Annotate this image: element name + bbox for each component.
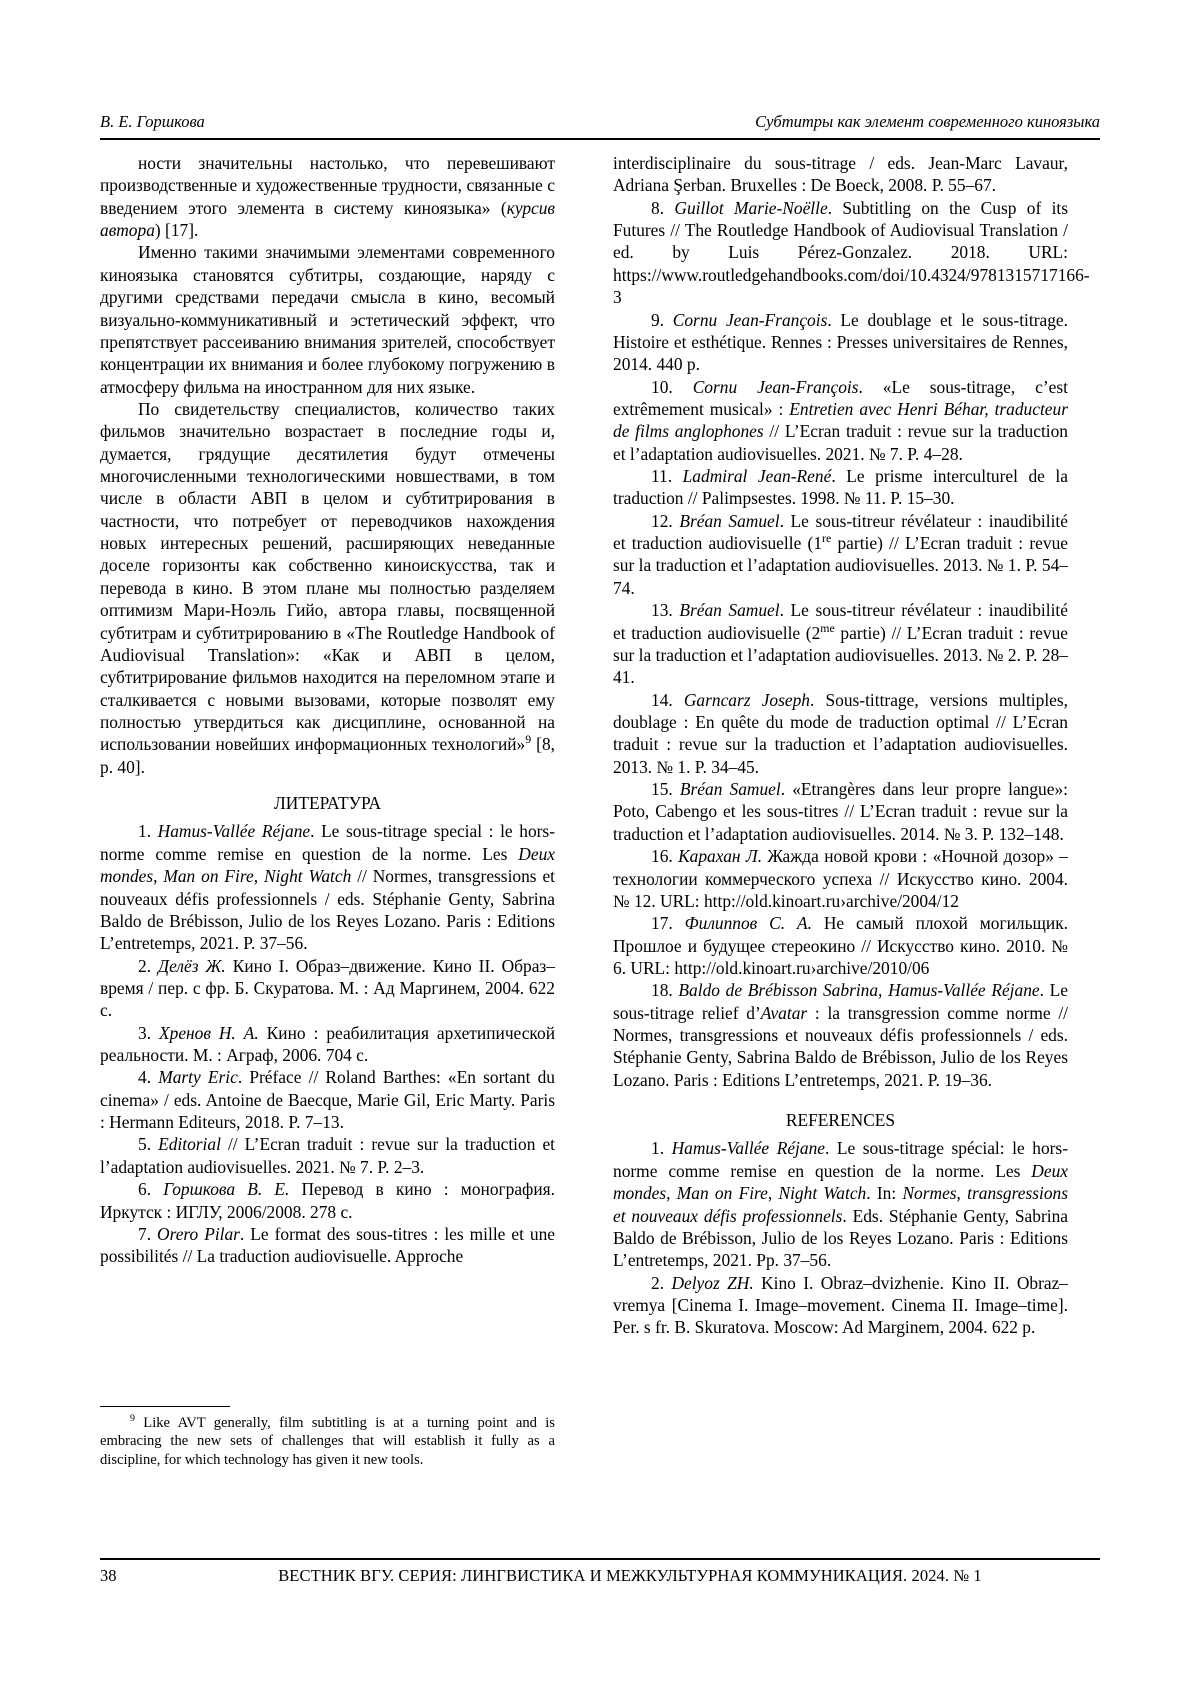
left-column [100,152,555,1268]
list-item: 18. Baldo de Brébisson Sabrina, Hamus-Vallée Réjane. Le sous-titrage relief d’Avatar : la transgression comme norme // Normes, transgressions et nouveaux défis professionnels / eds. Stéphanie Genty, Sabrina Baldo de Brébisson, Julio de los Reyes Lozano. Paris : Editions L’entretemps, 2021. P. 19–36. [613,980,1068,1090]
running-footer [100,1566,1100,1586]
paragraph: Именно такими значимыми элементами современного киноязыка становятся субтитры, создающие, наряду с другими средствами передачи смысла в кино, весомый визуально-коммуникативный и эстетический эффект, что препятствует рассеиванию внимания зрителей, способствует концентрации их внимания и более глубокому погружению в атмосферу фильма на иностранном для них языке. [100,242,555,397]
list-item: 4. Marty Eric. Préface // Roland Barthes: «En sortant du cinema» / eds. Antoine de Baecque, Marie Gil, Eric Marty. Paris : Hermann Editeurs, 2018. P. 7–13. [100,1067,555,1133]
list-item: 16. Карахан Л. Жажда новой крови : «Ночной дозор» – технологии коммерческого успеха // Искусство кино. 2004. № 12. URL: http://old.kinoart.ru›archive/2004/12 [613,846,1068,911]
list-item: 3. Хренов Н. А. Кино : реабилитация архетипической реальности. М. : Аграф, 2006. 704 с. [100,1022,555,1066]
list-item: 12. Bréan Samuel. Le sous-titreur révélateur : inaudibilité et traduction audiovisuelle (1re partie) // L’Ecran traduit : revue sur la traduction et l’adaptation audiovisuelles. 2013. № 1. P. 54–74. [613,510,1069,598]
list-item: 11. Ladmiral Jean-René. Le prisme interculturel de la traduction // Palimpsestes. 1998. № 11. P. 15–30. [613,466,1068,509]
header-title: Субтитры как элемент современного киноязыка [755,112,1100,131]
list-item: 9. Cornu Jean-François. Le doublage et le sous-titrage. Histoire et esthétique. Rennes : Presses universitaires de Rennes, 2014. 440 p. [613,309,1068,375]
footnote-divider [100,1406,230,1407]
literature-heading: ЛИТЕРАТУРА [273,793,381,814]
list-item: 5. Editorial // L’Ecran traduit : revue sur la traduction et l’adaptation audiovisuelles. 2021. № 7. P. 2–3. [100,1134,555,1177]
list-item: 7. Orero Pilar. Le format des sous-titres : les mille et une possibilités // La traduction audiovisuelle. Approche [100,1223,555,1267]
list-item: 13. Bréan Samuel. Le sous-titreur révélateur : inaudibilité et traduction audiovisuelle ($2^{me}$ partie) // L’Ecran traduit : revue sur la traduction et l’adaptation audiovisuelles. 2013. № 2. P. 28–41. [613,600,1069,688]
list-item: 8. Guillot Marie-Noëlle. Subtitling on the Cusp of its Futures // The Routledge Handbook of Audiovisual Translation / ed. by Luis Pérez-Gonzalez. 2018. URL: https://www.routledgehandbooks.com/doi/10.4324/9781315717166-3 [613,197,1090,308]
footer-divider [100,1558,1100,1560]
literature-list [100,820,555,1267]
footnote-area [100,1406,555,1469]
list-item: 2. Delyoz ZH. Kino I. Obraz–dvizhenie. Kino II. Obraz–vremya [Cinema I. Image–movement. Cinema II. Image–time]. Per. s fr. B. Skuratova. Moscow: Ad Marginem, 2004. 622 p. [613,1272,1068,1338]
body-text-block [100,152,555,778]
list-item: 15. Bréan Samuel. «Etrangères dans leur propre langue»: Poto, Cabengo et les sous-titres // L’Ecran traduit : revue sur la traduction et l’adaptation audiovisuelles. 2014. № 3. P. 132–148. [613,779,1069,844]
journal-name: ВЕСТНИК ВГУ. СЕРИЯ: ЛИНГВИСТИКА И МЕЖКУЛЬТУРНАЯ КОММУНИКАЦИЯ. 2024. № 1 [278,1566,982,1585]
footnote-text: $^9$ Like AVT generally, film subtitling is at a turning point and is embracing the new sets of challenges that will establish it fully as a discipline, for which technology has given it new tools. [100,1413,555,1468]
right-column [613,152,1090,1339]
paragraph: По свидетельству специалистов, количество таких фильмов значительно возрастает в последние годы и, думается, грядущие десятилетия будут отмечены многочисленными технологическими новшествами, в том числе в области АВП в целом и субтитрирования в частности, что потребует от переводчиков нахождения новых интересных решений, расширяющих неведанные доселе горизонты как собственно киноискусства, так и перевода в кино. В этом плане мы полностью разделяем оптимизм Мари-Ноэль Гийо, автора главы, посвященной субтитрам и субтитрированию в «The Routledge Handbook of Audiovisual Translation»: «Как и АВП в целом, субтитрирование фильмов находится на переломном этапе и сталкивается с новыми вызовами, которые позволят ему полностью утвердиться как дисциплине, основанной на использовании новейших информационных технологий»$^9$ [8, p. 40]. [100,398,556,777]
list-item: 1. Hamus-Vallée Réjane. Le sous-titrage special : le hors-norme comme remise en question de la norme. Les Deux mondes, Man on Fire, Night Watch // Normes, transgressions et nouveaux défis professionnels / eds. Stéphanie Genty, Sabrina Baldo de Brébisson, Julio de los Reyes Lozano. Paris : Editions L’entretemps, 2021. P. 37–56. [100,821,555,954]
list-item: 6. Горшкова В. Е. Перевод в кино : монография. Иркутск : ИГЛУ, 2006/2008. 278 с. [100,1179,555,1222]
list-item: 1. Hamus-Vallée Réjane. Le sous-titrage spécial: le hors-norme comme remise en question de la norme. Les Deux mondes, Man on Fire, Night Watch. In: Normes, transgressions et nouveaux défis professionnels. Eds. Stéphanie Genty, Sabrina Baldo de Brébisson, Julio de los Reyes Lozano. Paris : Editions L’entretemps, 2021. Pp. 37–56. [613,1138,1068,1271]
list-item: 17. Филиппов С. А. Не самый плохой могильщик. Прошлое и будущее стереокино // Искусство кино. 2010. № 6. URL: http://old.kinoart.ru›archive/2010/06 [613,913,1068,978]
page-number: 38 [100,1566,117,1585]
running-header [100,112,1100,132]
list-item: 2. Делёз Ж. Кино I. Образ–движение. Кино II. Образ–время / пер. с фр. Б. Скуратова. М. : Ад Маргинем, 2004. 622 с. [100,955,555,1021]
literature-list-continued [613,152,1090,1091]
list-item: interdisciplinaire du sous-titrage / eds. Jean-Marc Lavaur, Adriana Şerban. Bruxelles : De Boeck, 2008. P. 55–67. [613,153,1068,196]
references-heading: REFERENCES [785,1110,896,1131]
header-divider [100,138,1100,140]
list-item: 10. Cornu Jean-François. «Le sous-titrage, c’est extrêmement musical» : Entretien avec Henri Béhar, traducteur de films anglophones // L’Ecran traduit : revue sur la traduction et l’adaptation audiovisuelles. 2021. № 7. P. 4–28. [613,376,1069,464]
header-author: В. Е. Горшкова [100,112,205,131]
list-item: 14. Garncarz Joseph. Sous-tittrage, versions multiples, doublage : En quête du mode de traduction optimal // L’Ecran traduit : revue sur la traduction et l’adaptation audiovisuelles. 2013. № 1. P. 34–45. [613,689,1068,777]
paragraph: ности значительны настолько, что перевешивают производственные и художественные трудности, связанные с введением этого элемента в систему киноязыка» (курсив автора) [17]. [100,153,555,241]
references-list [613,1137,1068,1338]
